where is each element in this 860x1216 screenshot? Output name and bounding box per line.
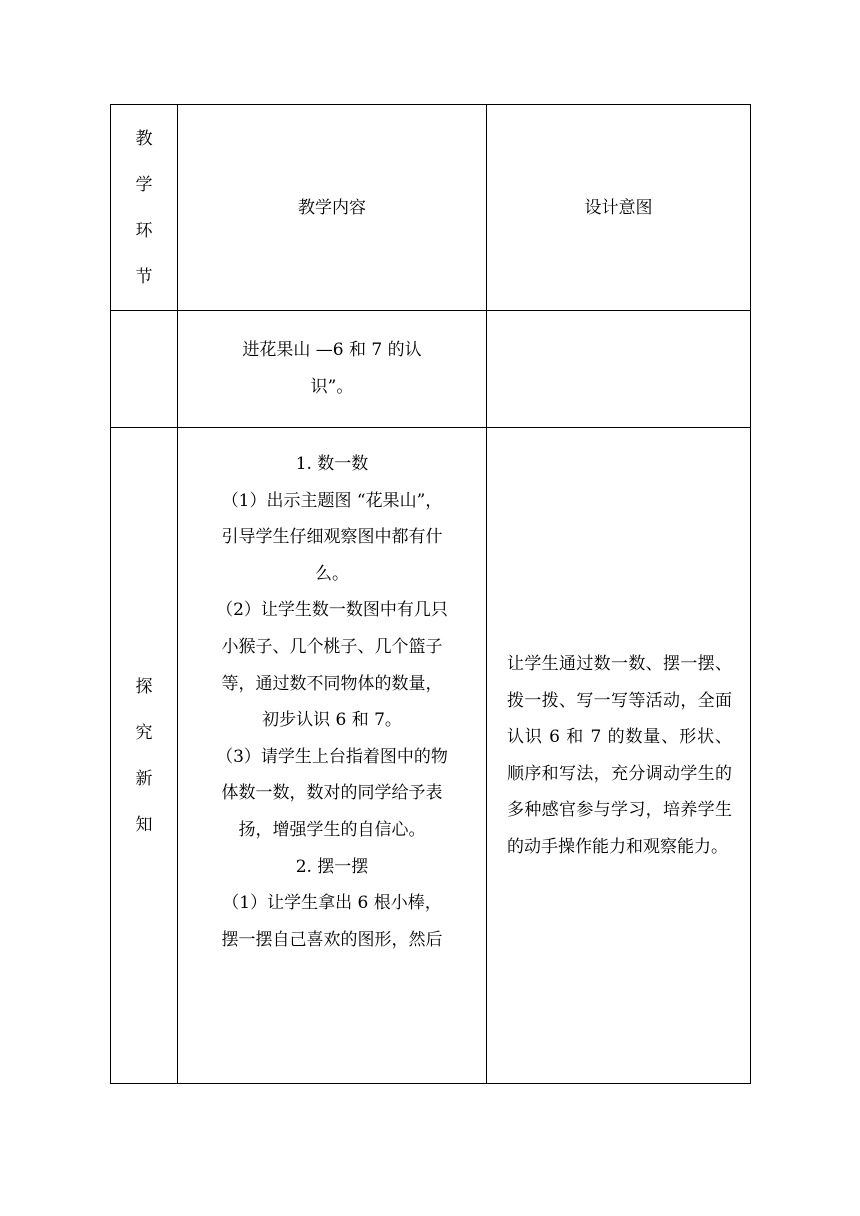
intro-content-cell: [178, 311, 487, 428]
header-row: [111, 105, 751, 311]
header-stage-cell: [111, 105, 178, 311]
header-intent-label: 设计意图: [584, 197, 653, 218]
content-line: 1. 数一数: [295, 454, 369, 474]
content-line: （1）出示主题图 “花果山”，: [221, 490, 443, 511]
intro-content-line: 识”。: [310, 377, 354, 397]
main-stage-label: 探究新知: [135, 676, 153, 835]
content-line: 么。: [315, 563, 349, 584]
content-line: 引导学生仔细观察图中都有什: [221, 527, 443, 548]
content-line: 摆一摆自己喜欢的图形，然后: [221, 929, 443, 950]
main-row: [111, 428, 751, 1084]
intro-content-text: [178, 332, 486, 405]
main-content-text: [178, 446, 486, 958]
header-stage-label: 教学环节: [135, 128, 153, 287]
header-content-cell: [178, 105, 487, 311]
content-line: 等，通过数不同物体的数量，: [221, 673, 443, 694]
lesson-plan-table: [110, 104, 751, 1084]
content-line: 体数一数，数对的同学给予表: [221, 783, 443, 804]
content-line: （1）让学生拿出 6 根小棒，: [222, 893, 442, 914]
content-line: （3）请学生上台指着图中的物: [216, 746, 448, 767]
intro-row: [111, 311, 751, 428]
content-line: 小猴子、几个桃子、几个篮子: [221, 636, 443, 657]
content-line: 2. 摆一摆: [295, 856, 369, 877]
main-content-cell: [178, 428, 487, 1084]
intro-content-line: 进花果山 —6 和 7 的认: [242, 340, 422, 361]
header-content-label: 教学内容: [298, 197, 366, 218]
intro-stage-cell: [111, 311, 178, 428]
content-line: （2）让学生数一数图中有几只: [216, 600, 448, 621]
content-line: 扬，增强学生的自信心。: [238, 819, 426, 840]
main-intent-text: 让学生通过数一数、摆一摆、拨一拨、写一写等活动，全面认识 6 和 7 的数量、形状、顺序和写法，充分调动学生的多种感官参与学习，培养学生的动手操作能力和观察能力。: [507, 654, 732, 857]
header-intent-cell: [487, 105, 751, 311]
main-stage-cell: [111, 428, 178, 1084]
main-intent-cell: [487, 428, 751, 1084]
content-line: 初步认识 6 和 7。: [262, 710, 402, 731]
intro-intent-cell: [487, 311, 751, 428]
